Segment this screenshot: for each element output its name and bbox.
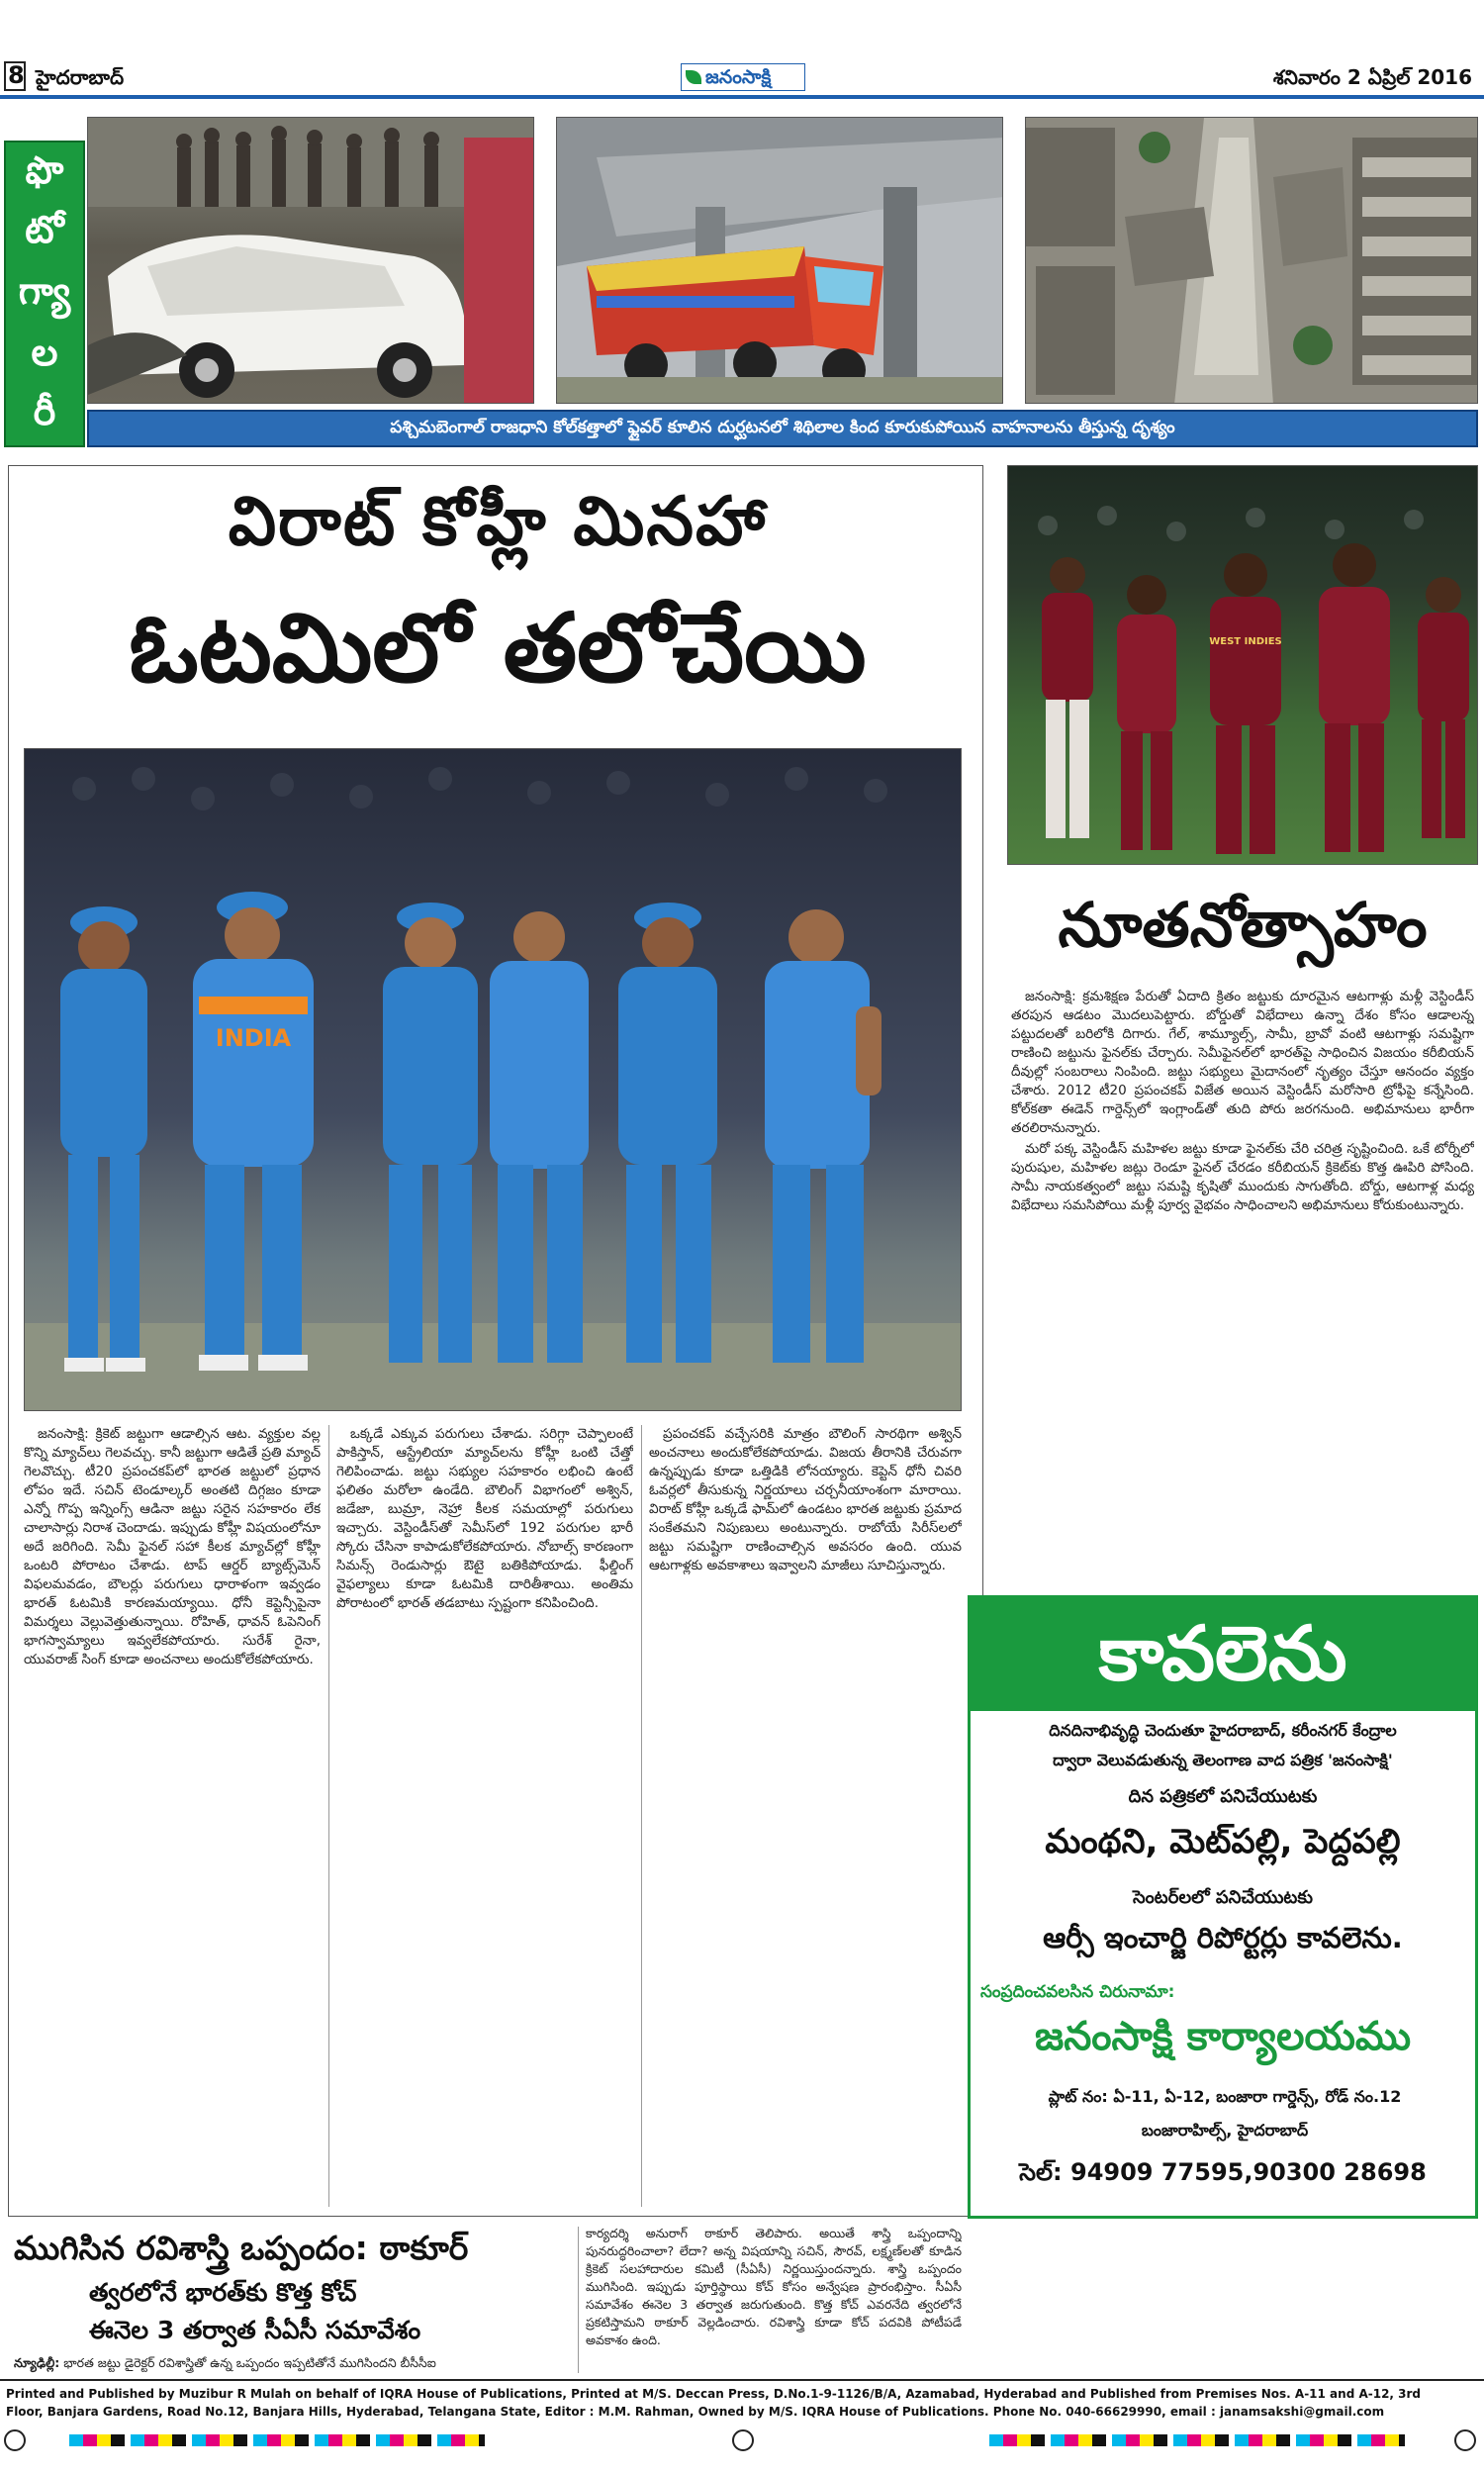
column-divider [328,1425,329,2207]
ad-title: కావలెను [1098,1609,1347,1697]
lead-story-column-2 [336,1425,633,2207]
footer-imprint-1: Printed and Published by Muzibur R Mulah on behalf of IQRA House of Publications, Printed at M/S. Deccan Press, D.No.1-9-1126/B/A, Azamabad, Hyderabad and Published from Premises Nos. A-11 and A-12, 3rd [6,2387,1422,2401]
west-indies-headline: నూతనోత్సాహం [1058,889,1428,961]
gallery-label-letter: టో [25,208,64,251]
india-team-photo [24,748,962,1411]
gallery-caption: పశ్చిమబెంగాల్ రాజధాని కోల్‌కత్తాలో ఫ్లైవర్ కూలిన దుర్ఘటనలో శిథిలాల కింద కూరుకుపోయిన వాహనాలను తీస్తున్న దృశ్యం [390,418,1175,437]
lead-story-column-1 [24,1425,321,2207]
crushed-car-illustration [88,118,534,404]
wi-jersey-text: WEST INDIES [1209,636,1282,647]
west-indies-players-illustration [1008,466,1478,865]
ravi-shastri-subhead-1: త్వరలోనే భారత్‌కు కొత్త కోచ్ [89,2278,357,2307]
lead-column-2-text: ఒక్కడే ఎక్కువ పరుగులు చేశాడు. సరిగ్గా చెప్పాలంటే పాకిస్తాన్, ఆస్ట్రేలియా మ్యాచ్‌లను కోహ్లీ ఒంటి చేత్తో గెలిపించాడు. జట్టు సభ్యుల సహకారం లభించి ఉంటే ఫలితం మరోలా ఉండేది. బౌలింగ్ విభాగంలో అశ్విన్, జడేజా, బుమ్రా, నెహ్రా కీలక సమయాల్లో పరుగులు ఇచ్చారు. వెస్టిండీస్‌తో సెమీస్‌లో 192 పరుగుల భారీ స్కోరు చేసినా కాపాడుకోలేకపోయారు. నోబాల్స్ కారణంగా సిమన్స్ రెండుసార్లు ఔటై బతికిపోయాడు. ఫీల్డింగ్ వైఫల్యాలు కూడా ఓటమికి దారితీశాయి. అంతిమ పోరాటంలో భారత్ తడబాటు స్పష్టంగా కనిపించింది. [336,1426,633,1611]
india-jersey-text: INDIA [215,1024,292,1052]
page-number: 8 [8,61,25,89]
ad-phone: సెల్: 94909 77595,90300 28698 [1019,2158,1427,2186]
column-divider [641,1425,642,2207]
ad-line-3: దిన పత్రికలో పనిచేయుటకు [1128,1786,1318,1807]
header-rule [0,95,1484,99]
registration-mark-icon [1454,2429,1476,2451]
lead-column-3-text: ప్రపంచకప్ వచ్చేసరికి మాత్రం బౌలింగ్ సారథిగా అశ్విన్ అంచనాలు అందుకోలేకపోయాడు. విజయ తీరానికి చేరువగా ఉన్నప్పుడు కూడా ఒత్తిడికి లోనయ్యారు. కెప్టెన్ ధోనీ చివరి ఓవర్లలో తీసుకున్న నిర్ణయాలు చర్చనీయాంశంగా మారాయి. విరాట్ కోహ్లీ ఒక్కడే ఫామ్‌లో ఉండటం భారత జట్టుకు ప్రమాద సంకేతమని నిపుణులు అంటున్నారు. రాబోయే సిరీస్‌లలో జట్టు సమష్టిగా రాణించాల్సిన అవసరం ఉంది. యువ ఆటగాళ్లకు అవకాశాలు ఇవ్వాలని మాజీలు సూచిస్తున్నారు. [649,1426,962,1573]
registration-mark-icon [732,2429,754,2451]
lead-headline-line1: విరాట్ కోహ్లీ మినహా [228,483,768,561]
ravi-shastri-intro [14,2353,568,2377]
gallery-label-letter: ల [31,331,58,374]
ravi-shastri-dateline: న్యూఢిల్లీ: [14,2355,60,2370]
footer-rule [0,2379,1484,2381]
lead-column-1-text: జనంసాక్షి: క్రికెట్ జట్టుగా ఆడాల్సిన ఆట. వ్యక్తుల వల్ల కొన్ని మ్యాచ్‌లు గెలవచ్చు. కానీ జట్టుగా ఆడితే ప్రతి మ్యాచ్ గెలవొచ్చు. టీ20 ప్రపంచకప్‌లో భారత జట్టులో ప్రధాన లోపం ఇదే. సచిన్ టెండూల్కర్ అంతటి దిగ్గజం కూడా ఎన్నో గొప్ప ఇన్నింగ్స్ ఆడినా జట్టు సరైన సహకారం లేక చాలాసార్లు నిరాశ చెందాడు. ఇప్పుడు కోహ్లీ విషయంలోనూ అదే జరిగింది. సెమీ ఫైనల్ సహా కీలక మ్యాచ్‌ల్లో కోహ్లీ ఒంటరి పోరాటం చేశాడు. టాప్ ఆర్డర్ బ్యాట్స్‌మెన్ విఫలమవడం, బౌలర్లు పరుగులు ధారాళంగా ఇవ్వడం భారత్ ఓటమికి కారణమయ్యాయి. ధోనీ కెప్టెన్సీపైనా విమర్శలు వెల్లువెత్తుతున్నాయి. రోహిత్, ధావన్ ఓపెనింగ్ భాగస్వామ్యాలు ఇవ్వలేకపోయారు. సురేశ్ రైనా, యువరాజ్ సింగ్ కూడా అంచనాలు అందుకోలేకపోయారు. [24,1426,321,1667]
registration-mark-icon [4,2429,26,2451]
ravi-shastri-headline: ముగిసిన రవిశాస్త్రి ఒప్పందం: ఠాకూర్ [14,2229,469,2267]
west-indies-body [1011,988,1474,1581]
masthead-title: జనంసాక్షి [705,66,772,88]
gallery-label-letter: ఫొ [25,148,64,192]
ravi-shastri-body-text: కార్యదర్శి అనురాగ్ ఠాకూర్ తెలిపారు. అయితే శాస్త్రి ఒప్పందాన్ని పునరుద్ధరించాలా? లేదా? అన్న విషయాన్ని సచిన్, సౌరవ్, లక్ష్మణ్‌లతో కూడిన క్రికెట్ సలహాదారుల కమిటీ (సీఏసీ) నిర్ణయిస్తుందన్నారు. శాస్త్రి ఒప్పందం ముగిసింది. ఇప్పుడు పూర్తిస్థాయి కోచ్ కోసం అన్వేషణ ప్రారంభిస్తాం. సీఏసీ సమావేశం ఈనెల 3 తర్వాత జరుగుతుంది. కొత్త కోచ్ ఎవరనేది త్వరలోనే ప్రకటిస్తామని ఠాకూర్ వెల్లడించారు. రవిశాస్త్రి కూడా కోచ్ పదవికి పోటీపడే అవకాశం ఉంది. [586,2226,962,2347]
aerial-illustration [1026,118,1478,404]
gallery-photo-aerial [1025,117,1478,404]
ad-address-2: బంజారాహిల్స్, హైదరాబాద్ [1141,2121,1309,2140]
column-divider [578,2227,579,2373]
gallery-caption-bar [87,410,1478,447]
ad-address-1: ప్లాట్ నం: ఏ-11, ఏ-12, బంజారా గార్డెన్స్, రోడ్ నం.12 [1048,2087,1402,2106]
west-indies-photo [1007,465,1478,865]
ad-line-2: ద్వారా వెలువడుతున్న తెలంగాణ వాద పత్రిక 'జనంసాక్షి' [1053,1751,1393,1769]
west-indies-text-2: మరో పక్క వెస్టిండీస్ మహిళల జట్టు కూడా ఫైనల్‌కు చేరి చరిత్ర సృష్టించింది. ఒకే టోర్నీలో పురుషుల, మహిళల జట్లు రెండూ ఫైనల్ చేరడం కరీబియన్ క్రికెట్‌కు కొత్త ఊపిరి పోసింది. సామీ నాయకత్వంలో జట్టు సమష్టి కృషితో ముందుకు సాగుతోంది. బోర్డు, ఆటగాళ్ల మధ్య విభేదాలు సమసిపోయి మళ్లీ పూర్వ వైభవం సాధించాలని అభిమానులు కోరుకుంటున్నారు. [1011,1141,1474,1213]
masthead-logo [681,63,805,91]
ravi-shastri-intro-text: భారత జట్టు డైరెక్టర్ రవిశాస్త్రితో ఉన్న ఒప్పందం ఇప్పటితోనే ముగిసిందని బీసీసీఐ [63,2355,436,2370]
ravi-shastri-body [586,2225,962,2373]
truck-illustration [557,118,1003,404]
lead-story-column-3 [649,1425,962,2207]
leaf-icon [686,70,701,84]
india-players-illustration [25,749,962,1411]
issue-date: శనివారం 2 ఏప్రిల్ 2016 [1272,65,1472,89]
gallery-label-letter: గ్యా [18,269,71,313]
ad-role: ఆర్సీ ఇంచార్జి రిపోర్టర్లు కావలెను. [1043,1921,1403,1954]
page-header [0,61,1484,97]
color-swatch-row [989,2434,1405,2446]
west-indies-text-1: జనంసాక్షి: క్రమశిక్షణ పేరుతో ఏదాది క్రితం జట్టుకు దూరమైన ఆటగాళ్లు మళ్లీ వెస్టిండీస్ తరపున ఆడటం మొదలుపెట్టారు. బోర్డుతో విభేదాలు ఉన్నా దేశం కోసం ఆడాలన్న పట్టుదలతో బరిలోకి దిగారు. గేల్, శామ్యూల్స్, సామీ, బ్రావో వంటి ఆటగాళ్లు సమష్టిగా రాణించి జట్టును ఫైనల్‌కు చేర్చారు. సెమీఫైనల్‌లో భారత్‌పై సాధించిన విజయం కరీబియన్ దీవుల్లో సంబరాలు నింపింది. జట్టు సభ్యులు మైదానంలో నృత్యం చేస్తూ ఆనందం వ్యక్తం చేశారు. 2012 టీ20 ప్రపంచకప్ విజేత అయిన వెస్టిండీస్ మరోసారి ట్రోఫీపై కన్నేసింది. కోల్‌కతా ఈడెన్ గార్డెన్స్‌లో ఇంగ్లాండ్‌తో తుది పోరు జరగనుంది. అభిమానులు భారీగా తరలిరానున్నారు. [1011,989,1474,1136]
ad-office: జనంసాక్షి కార్యాలయము [1034,2014,1412,2059]
ad-line-1: దినదినాభివృద్ధి చెందుతూ హైదరాబాద్, కరీంనగర్ కేంద్రాల [1049,1721,1397,1740]
ad-title-band [971,1598,1475,1711]
gallery-photo-truck [556,117,1003,404]
ravi-shastri-subhead-2: ఈనెల 3 తర్వాత సీఏసీ సమావేశం [89,2316,421,2344]
city-label: హైదరాబాద్ [36,65,125,89]
gallery-photo-crushed-car [87,117,534,404]
print-color-bar [0,2430,1484,2450]
gallery-label-letter: రీ [33,390,56,433]
ad-line-4: సెంటర్‌లలో పనిచేయుటకు [1133,1887,1313,1908]
ad-contact-label: సంప్రదించవలసిన చిరునామా: [980,1982,1175,2002]
color-swatch-row [69,2434,485,2446]
lead-headline-line2: ఓటమిలో తలోచేయి [129,593,867,704]
footer-imprint-2: Floor, Banjara Gardens, Road No.12, Banjara Hills, Hyderabad, Telangana State, Editor : M.M. Rahman, Owned by M/S. IQRA House of Publications. Phone No. 040-66629990, email : janamsakshi@gmail.com [6,2405,1385,2419]
ad-places: మంథని, మెట్‌పల్లి, పెద్దపల్లి [1045,1822,1401,1861]
classified-ad [968,1595,1478,2219]
gallery-vertical-label [4,141,85,447]
